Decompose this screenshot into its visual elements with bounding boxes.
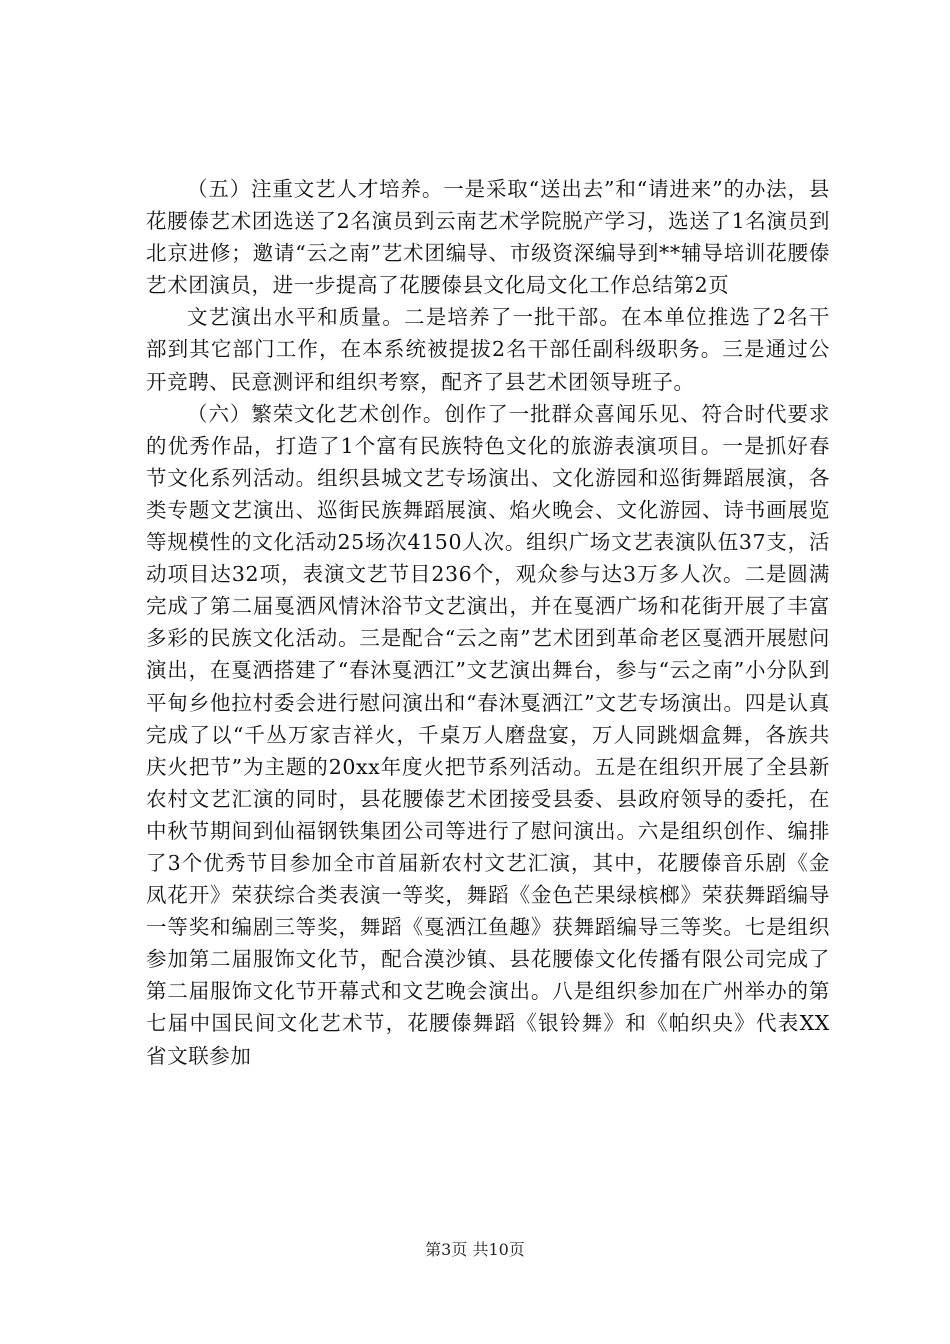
paragraph-arts-creation: （六）繁荣文化艺术创作。创作了一批群众喜闻乐见、符合时代要求的优秀作品，打造了1个富有民族特色文化的旅游表演项目。一是抓好春节文化系列活动。组织县城文艺专场演出、文化游园和巡街舞蹈展演，各类专题文艺演出、巡街民族舞蹈展演、焰火晚会、文化游园、诗书画展览等规模性的文化活动25场次4150人次。组织广场文艺表演队伍37支，活动项目达32项，表演文艺节目236个，观众参与达3万多人次。二是圆满完成了第二届戛洒风情沐浴节文艺演出，并在戛洒广场和花街开展了丰富多彩的民族文化活动。三是配合“云之南”艺术团到革命老区戛洒开展慰问演出，在戛洒搭建了“春沐戛洒江”文艺演出舞台，参与“云之南”小分队到平甸乡他拉村委会进行慰问演出和“春沐戛洒江”文艺专场演出。四是认真完成了以“千丛万家吉祥火，千桌万人磨盘宴，万人同跳烟盒舞，各族共庆火把节”为主题的20xx年度火把节系列活动。五是在组织开展了全县新农村文艺汇演的同时，县花腰傣艺术团接受县委、县政府领导的委托，在中秋节期间到仙福钢铁集团公司等进行了慰问演出。六是组织创作、编排了3个优秀节目参加全市首届新农村文艺汇演，其中，花腰傣音乐剧《金凤花开》荣获综合类表演一等奖，舞蹈《金色芒果绿槟榔》荣获舞蹈编导一等奖和编剧三等奖，舞蹈《戛洒江鱼趣》获舞蹈编导三等奖。七是组织参加第二届服饰文化节，配合漠沙镇、县花腰傣文化传播有限公司完成了第二届服饰文化节开幕式和文艺晚会演出。八是组织参加在广州举办的第七届中国民间文化艺术节，花腰傣舞蹈《银铃舞》和《帕织央》代表XX省文联参加	[146, 401, 830, 1068]
paragraph-talent-training: （五）注重文艺人才培养。一是采取“送出去”和“请进来”的办法，县花腰傣艺术团选送了2名演员到云南艺术学院脱产学习，选送了1名演员到北京进修；邀请“云之南”艺术团编导、市级资深编导到**辅导培训花腰傣艺术团演员，进一步提高了花腰傣县文化局文化工作总结第2页	[146, 177, 830, 298]
paragraph-performance-quality: 文艺演出水平和质量。二是培养了一批干部。在本单位推选了2名干部到其它部门工作，在本系统被提拔2名干部任副科级职务。三是通过公开竞聘、民意测评和组织考察，配齐了县艺术团领导班子。	[146, 305, 830, 394]
document-body	[146, 173, 830, 1072]
page-footer: 第3页 共10页	[425, 1240, 525, 1259]
